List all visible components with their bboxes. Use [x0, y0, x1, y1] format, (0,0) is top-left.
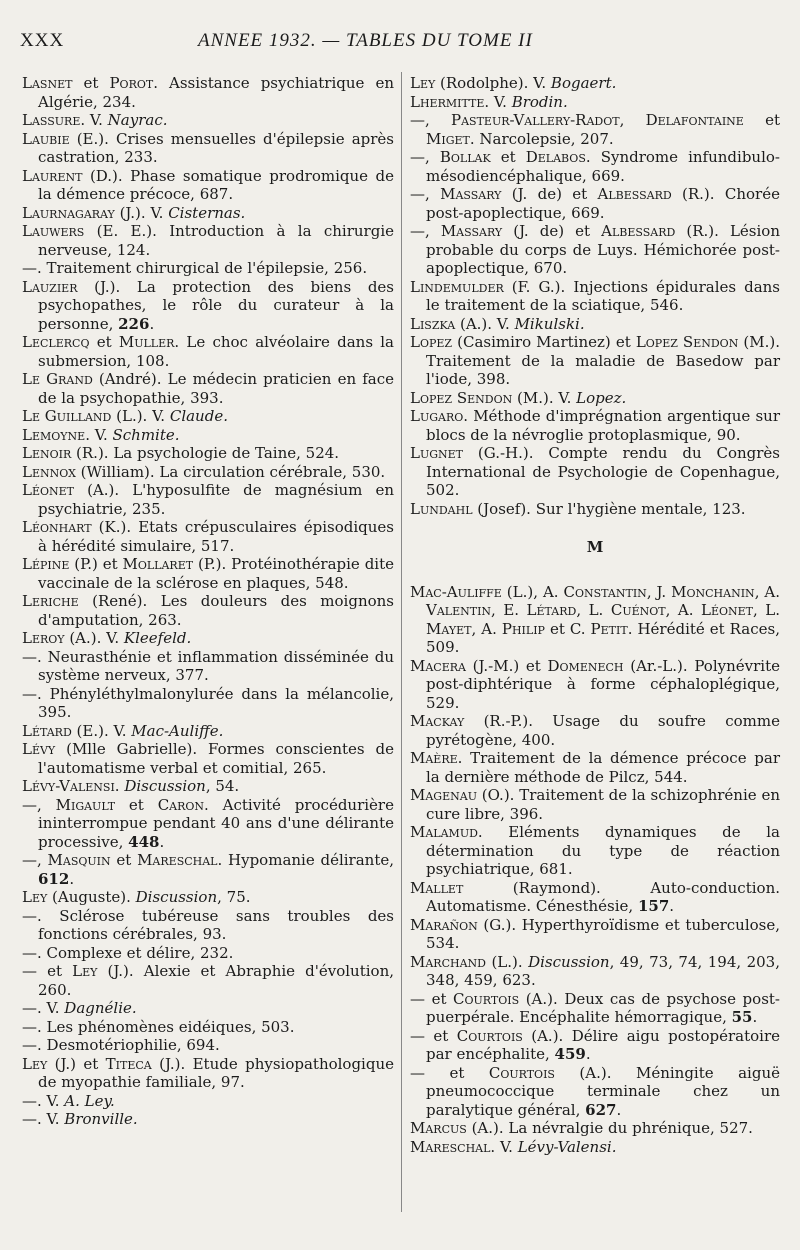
- author-name: Malamud: [410, 823, 478, 841]
- entry-text: — et: [22, 962, 73, 980]
- index-column-left: [22, 74, 394, 1129]
- author-name: Philip: [501, 619, 545, 638]
- entry-text: , E.: [491, 601, 527, 619]
- index-entry: [410, 786, 780, 823]
- author-name: Muller: [118, 333, 175, 351]
- index-entry: [410, 879, 780, 916]
- entry-text: — et: [410, 1026, 457, 1045]
- author-name: Caron: [157, 795, 205, 814]
- index-column-right: [410, 74, 780, 1156]
- entry-text: (R.). La psychologie de Taine, 524.: [71, 444, 340, 462]
- cross-reference: Lopez.: [576, 388, 627, 407]
- index-entry: [410, 111, 780, 148]
- page-reference-bold: 459: [554, 1045, 586, 1063]
- author-name: Albessard: [597, 185, 672, 203]
- entry-text: et: [72, 74, 110, 92]
- index-entry: [410, 278, 780, 315]
- cross-reference: A. Ley.: [64, 1091, 115, 1110]
- index-entry: [22, 740, 394, 777]
- index-entry: [410, 500, 780, 519]
- entry-text: (J.). V.: [114, 203, 169, 222]
- entry-text: —,: [22, 851, 48, 869]
- cross-reference: Kleefeld.: [123, 629, 192, 647]
- author-name: Ley: [22, 1054, 48, 1073]
- author-name: Maère: [410, 749, 458, 767]
- index-entry: [22, 592, 394, 629]
- entry-text: et: [743, 111, 780, 129]
- entry-text: (A.). V.: [455, 314, 515, 333]
- author-name: Létard: [526, 601, 577, 619]
- entry-text: (O.). Traitement de la schizophrénie en cure libre, 396.: [426, 786, 780, 823]
- entry-text: (Mlle Gabrielle). Formes conscientes de l'automatisme verbal et comitial, 265.: [38, 740, 394, 777]
- index-entry: [410, 749, 780, 786]
- entry-text: . V.: [85, 425, 113, 444]
- author-name: Migault: [55, 795, 116, 814]
- index-entry: [22, 1036, 394, 1055]
- author-name: Monchanin: [671, 582, 755, 601]
- index-entry: [410, 823, 780, 879]
- entry-text: (J.-M.) et: [465, 656, 548, 675]
- entry-text: —. V.: [22, 999, 65, 1017]
- index-entry: [22, 518, 394, 555]
- index-entry: [22, 999, 394, 1018]
- author-name: Mareschal: [410, 1137, 491, 1156]
- entry-text: , A.: [471, 619, 502, 638]
- entry-text: , J.: [646, 582, 672, 601]
- page-reference-bold: 55: [731, 1008, 753, 1026]
- cross-reference: Nayrac.: [107, 111, 168, 129]
- index-entry: [22, 1110, 394, 1129]
- index-entry: [22, 204, 394, 223]
- cross-reference: Discussion: [135, 888, 218, 906]
- page-reference-bold: 627: [585, 1100, 617, 1119]
- author-name: Albessard: [601, 222, 676, 240]
- page-number: XXX: [20, 30, 65, 51]
- entry-text: (Rodolphe). V.: [435, 74, 551, 92]
- page-reference-bold: 612: [38, 869, 70, 888]
- index-list-m-section: [410, 583, 780, 1157]
- entry-text: —. V.: [22, 1091, 65, 1110]
- entry-text: — et: [410, 989, 454, 1008]
- author-name: Le Guilland: [22, 407, 112, 425]
- index-entry: [22, 278, 394, 334]
- index-entry: [410, 185, 780, 222]
- author-name: Macera: [410, 656, 466, 675]
- index-entry: [22, 167, 394, 204]
- author-name: Ley: [72, 962, 98, 980]
- author-name: Laurent: [22, 166, 83, 185]
- entry-text: —. Complexe et délire, 232.: [22, 943, 234, 962]
- author-name: Valentin: [426, 601, 492, 619]
- author-name: Mallet: [410, 878, 464, 897]
- author-name: Ley: [22, 888, 48, 906]
- entry-text: (L.).: [485, 952, 529, 971]
- entry-text: . Assistance psychiatrique en Algérie, 234.: [38, 74, 394, 111]
- entry-text: —. Neurasthénie et inflammation disséminée du système nerveux, 377.: [22, 647, 394, 684]
- author-name: Mayet: [426, 619, 472, 638]
- index-entry: [22, 1018, 394, 1037]
- index-entry: [22, 481, 394, 518]
- index-entry: [22, 648, 394, 685]
- index-entry: [410, 583, 780, 657]
- entry-text: (J. de) et: [502, 222, 602, 240]
- author-name: Lévy-Valensi: [22, 777, 115, 795]
- entry-text: .: [752, 1008, 758, 1026]
- entry-text: .: [114, 777, 125, 795]
- entry-text: (E.). V.: [71, 721, 132, 740]
- author-name: Lindemulder: [410, 277, 504, 296]
- entry-text: (R.). Chorée post-apoplectique, 669.: [426, 185, 780, 222]
- author-name: Miget: [426, 129, 470, 148]
- cross-reference: Schmite.: [112, 425, 180, 444]
- entry-text: —,: [410, 111, 451, 129]
- entry-text: (A.). La névralgie du phrénique, 527.: [466, 1119, 753, 1137]
- index-entry: [22, 796, 394, 852]
- entry-text: et: [490, 148, 526, 166]
- author-name: Létard: [22, 721, 72, 740]
- index-entry: [22, 907, 394, 944]
- entry-text: (A.). V.: [64, 629, 124, 647]
- cross-reference: Discussion: [124, 777, 206, 795]
- entry-text: , A.: [754, 582, 781, 601]
- author-name: Lenoir: [22, 444, 72, 462]
- author-name: Lauzier: [22, 277, 78, 296]
- index-entry: [22, 426, 394, 445]
- entry-text: (A.). L'hyposulfite de magnésium en psychiatrie, 235.: [38, 481, 394, 518]
- entry-text: , L.: [576, 601, 611, 619]
- author-name: Domenech: [547, 656, 624, 675]
- running-header: [0, 28, 800, 58]
- running-title: ANNEE 1932. — TABLES DU TOME II: [198, 30, 533, 51]
- index-entry: [410, 657, 780, 713]
- section-letter: M: [586, 538, 604, 556]
- cross-reference: Dagnélie.: [64, 999, 137, 1017]
- entry-text: (Raymond). Auto-conduction. Automatisme. Cénesthésie,: [426, 878, 780, 915]
- author-name: Constantin: [563, 582, 647, 601]
- entry-text: (J.). La protection des biens des psychopathes, le rôle du curateur à la personne,: [38, 277, 394, 333]
- author-name: Masquin: [47, 851, 111, 869]
- index-entry: [22, 685, 394, 722]
- author-name: Marchand: [410, 952, 486, 971]
- author-name: Lundahl: [410, 499, 473, 518]
- cross-reference: Claude.: [169, 407, 228, 425]
- cross-reference: Lévy-Valensi.: [517, 1137, 617, 1156]
- entry-text: . V.: [80, 111, 108, 129]
- entry-text: (G.). Hyperthyroïdisme et tuberculose, 534.: [426, 915, 780, 952]
- author-name: Leclercq: [22, 333, 90, 351]
- index-entry: [410, 315, 780, 334]
- entry-text: (E.). Crises mensuelles d'épilepsie après castration, 233.: [38, 129, 394, 166]
- author-name: Mareschal: [137, 851, 218, 869]
- entry-text: (L.), A.: [501, 582, 564, 601]
- author-name: Courtois: [453, 989, 520, 1008]
- cross-reference: Mikulski.: [514, 314, 585, 333]
- entry-text: (R.-P.). Usage du soufre comme pyrétogène, 400.: [426, 712, 780, 749]
- author-name: Laurnagaray: [22, 203, 115, 222]
- cross-reference: Discussion: [528, 952, 610, 971]
- entry-text: (William). La circulation cérébrale, 530.: [75, 462, 386, 481]
- index-entry: [410, 389, 780, 408]
- entry-text: (A.). Délire aigu postopératoire par encéphalite,: [426, 1026, 780, 1063]
- index-entry: [410, 1138, 780, 1157]
- author-name: Lennox: [22, 462, 76, 481]
- entry-text: (J.) et: [47, 1054, 106, 1073]
- author-name: Petit: [590, 619, 628, 638]
- index-entry: [410, 407, 780, 444]
- author-name: Lhermitte: [410, 92, 485, 111]
- index-entry: [22, 629, 394, 648]
- index-entry: [410, 333, 780, 389]
- entry-text: (Ar.-L.). Polynévrite post-diphtérique à forme céphaloplégique, 529.: [426, 656, 780, 712]
- entry-text: . Hypomanie délirante,: [217, 851, 394, 869]
- entry-text: (M.). Traitement de la maladie de Basedow par l'iode, 398.: [426, 333, 780, 388]
- author-name: Cuénot: [610, 601, 666, 619]
- index-entry: [410, 1064, 780, 1120]
- author-name: Lépine: [22, 555, 70, 573]
- index-entry: [22, 259, 394, 278]
- entry-text: (M.). V.: [512, 388, 577, 407]
- index-entry: [22, 1055, 394, 1092]
- entry-text: (P.) et: [69, 555, 123, 573]
- entry-text: —,: [410, 222, 441, 240]
- author-name: Lugaro: [410, 407, 464, 425]
- author-name: Léonhart: [22, 518, 92, 536]
- entry-text: (G.-H.). Compte rendu du Congrès International de Psychologie de Copenhague, 502.: [426, 444, 780, 499]
- entry-text: et C.: [544, 619, 591, 638]
- author-name: Courtois: [488, 1063, 555, 1082]
- entry-text: .: [616, 1100, 622, 1119]
- entry-text: .: [149, 314, 155, 333]
- entry-text: —. V.: [22, 1110, 65, 1128]
- index-entry: [22, 130, 394, 167]
- column-divider: [401, 72, 402, 1212]
- index-entry: [22, 851, 394, 888]
- entry-text: —,: [22, 795, 56, 814]
- entry-text: . Eléments dynamiques de la détermination du type de réaction psychiatrique, 681.: [426, 823, 780, 878]
- entry-text: —. Desmotériophilie, 694.: [22, 1036, 220, 1054]
- entry-text: , 54.: [205, 777, 240, 795]
- entry-text: et: [110, 851, 138, 869]
- entry-text: . V.: [490, 1137, 518, 1156]
- index-entry: [22, 463, 394, 482]
- author-name: Ley: [410, 74, 436, 92]
- author-name: Lopez: [410, 333, 453, 351]
- entry-text: . Traitement de la démence précoce par la dernière méthode de Pilcz, 544.: [426, 749, 780, 786]
- entry-text: (Josef). Sur l'hygiène mentale, 123.: [472, 499, 746, 518]
- entry-text: (J.). Alexie et Abraphie d'évolution, 260.: [38, 962, 394, 999]
- entry-text: —. Traitement chirurgical de l'épilepsie, 256.: [22, 259, 368, 277]
- author-name: Leriche: [22, 592, 79, 610]
- cross-reference: Mac-Auliffe.: [131, 721, 224, 740]
- cross-reference: Bronville.: [64, 1110, 138, 1128]
- index-entry: [410, 990, 780, 1027]
- index-entry: [410, 93, 780, 112]
- author-name: Lévy: [22, 740, 56, 758]
- index-entry: [410, 222, 780, 278]
- author-name: Porot: [109, 74, 154, 92]
- index-entry: [410, 1119, 780, 1138]
- entry-text: —,: [410, 185, 441, 203]
- author-name: Mackay: [410, 712, 465, 730]
- index-list-l-section: [410, 74, 780, 518]
- index-entry: [22, 407, 394, 426]
- entry-text: . Narcolepsie, 207.: [469, 129, 614, 148]
- entry-text: (Auguste).: [47, 888, 136, 906]
- entry-text: (K.). Etats crépusculaires épisodiques à hérédité simulaire, 517.: [38, 518, 394, 555]
- entry-text: —. Les phénomènes eidéiques, 503.: [22, 1017, 295, 1036]
- index-entry: [22, 777, 394, 796]
- entry-text: , L.: [753, 601, 780, 619]
- author-name: Lauwers: [22, 222, 85, 240]
- entry-text: (A.). Méningite aiguë pneumococcique terminale chez un paralytique général,: [426, 1063, 780, 1119]
- cross-reference: Cisternas.: [168, 203, 246, 222]
- index-entry: [410, 148, 780, 185]
- entry-text: , 49, 73, 74, 194, 203, 348, 459, 623.: [426, 952, 780, 989]
- index-entry: [22, 888, 394, 907]
- entry-text: (J.). Etude physiopathologique de myopathie familiale, 97.: [38, 1054, 394, 1091]
- entry-text: . Le choc alvéolaire dans la submersion, 108.: [38, 333, 394, 370]
- index-entry: [410, 712, 780, 749]
- index-entry: [22, 722, 394, 741]
- index-entry: [22, 444, 394, 463]
- author-name: Titeca: [105, 1054, 152, 1073]
- entry-text: .: [585, 1045, 591, 1063]
- page-reference-bold: 448: [128, 832, 160, 851]
- entry-text: et: [89, 333, 119, 351]
- entry-text: —,: [410, 148, 440, 166]
- author-name: Mollaret: [122, 555, 194, 573]
- index-entry: [410, 74, 780, 93]
- entry-text: (E. E.). Introduction à la chirurgie nerveuse, 124.: [38, 222, 394, 259]
- author-name: Leroy: [22, 629, 65, 647]
- entry-text: . Méthode d'imprégnation argentique sur blocs de la névroglie protoplasmique, 90.: [426, 407, 780, 444]
- author-name: Léonet: [22, 481, 75, 499]
- author-name: Mac-Auliffe: [410, 582, 502, 601]
- cross-reference: Bogaert.: [550, 74, 617, 92]
- entry-text: .: [159, 832, 165, 851]
- entry-text: (L.). V.: [111, 407, 170, 425]
- author-name: Laubie: [22, 129, 70, 148]
- cross-reference: Brodin.: [511, 92, 568, 111]
- entry-text: (André). Le médecin praticien en face de la psychopathie, 393.: [38, 370, 394, 407]
- entry-text: —. Phényléthylmalonylurée dans la mélancolie, 395.: [22, 684, 394, 721]
- author-name: Lopez Sendon: [635, 333, 739, 351]
- index-entry: [410, 953, 780, 990]
- index-entry: [22, 222, 394, 259]
- entry-text: . Hérédité et Races, 509.: [426, 619, 780, 656]
- author-name: Le Grand: [22, 370, 93, 388]
- index-entry: [22, 370, 394, 407]
- entry-text: (D.). Phase somatique prodromique de la démence précoce, 687.: [38, 166, 394, 203]
- author-name: Marcus: [410, 1119, 467, 1137]
- entry-text: — et: [410, 1063, 489, 1082]
- author-name: Marañon: [410, 915, 478, 934]
- author-name: Massary: [440, 222, 503, 240]
- entry-text: —. Sclérose tubéreuse sans troubles des fonctions cérébrales, 93.: [22, 906, 394, 943]
- author-name: Courtois: [456, 1026, 523, 1045]
- entry-text: , A.: [665, 601, 701, 619]
- author-name: Lasnet: [22, 74, 73, 92]
- entry-text: (Casimiro Martinez) et: [452, 333, 636, 351]
- entry-text: (P.). Protéinothérapie dite vaccinale de la sclérose en plaques, 548.: [38, 555, 394, 592]
- entry-text: (J. de) et: [501, 185, 598, 203]
- entry-text: (René). Les douleurs des moignons d'amputation, 263.: [38, 592, 394, 629]
- author-name: Lugnet: [410, 444, 464, 462]
- index-entry: [22, 555, 394, 592]
- author-name: Bollak: [439, 148, 491, 166]
- page-reference-bold: 157: [637, 897, 670, 915]
- entry-text: (R.). Lésion probable du corps de Luys. Hémichorée post-apoplectique, 670.: [426, 222, 780, 277]
- index-entry: [22, 111, 394, 130]
- index-entry: [410, 444, 780, 500]
- author-name: Liszka: [410, 314, 456, 333]
- entry-text: , 75.: [217, 888, 251, 906]
- index-entry: [22, 333, 394, 370]
- author-name: Magenau: [410, 786, 477, 804]
- entry-text: (A.). Deux cas de psychose post-puerpérale. Encéphalite hémorragique,: [426, 989, 780, 1026]
- index-entry: [22, 962, 394, 999]
- index-entry: [410, 916, 780, 953]
- entry-text: et: [115, 795, 158, 814]
- index-entry: [410, 1027, 780, 1064]
- entry-text: . Syndrome infundibulo-mésodiencéphalique, 669.: [426, 148, 780, 185]
- author-name: Lemoyne: [22, 425, 86, 444]
- entry-text: . V.: [484, 92, 512, 111]
- entry-text: .: [669, 897, 675, 915]
- author-name: Delabos: [525, 148, 586, 166]
- author-name: Léonet: [700, 601, 753, 619]
- index-entry: [22, 1092, 394, 1111]
- author-name: Lopez Sendon: [410, 388, 513, 407]
- author-name: Massary: [440, 185, 502, 203]
- page-reference-bold: 226: [118, 314, 150, 333]
- author-name: Pasteur-Vallery-Radot, Delafontaine: [451, 111, 744, 129]
- index-entry: [22, 74, 394, 111]
- author-name: Lassure: [22, 111, 81, 129]
- entry-text: (F. G.). Injections épidurales dans le traitement de la sciatique, 546.: [426, 277, 780, 314]
- index-entry: [22, 944, 394, 963]
- entry-text: . Activité procédurière ininterrompue pendant 40 ans d'une délirante processive,: [38, 795, 394, 851]
- entry-text: .: [69, 869, 75, 888]
